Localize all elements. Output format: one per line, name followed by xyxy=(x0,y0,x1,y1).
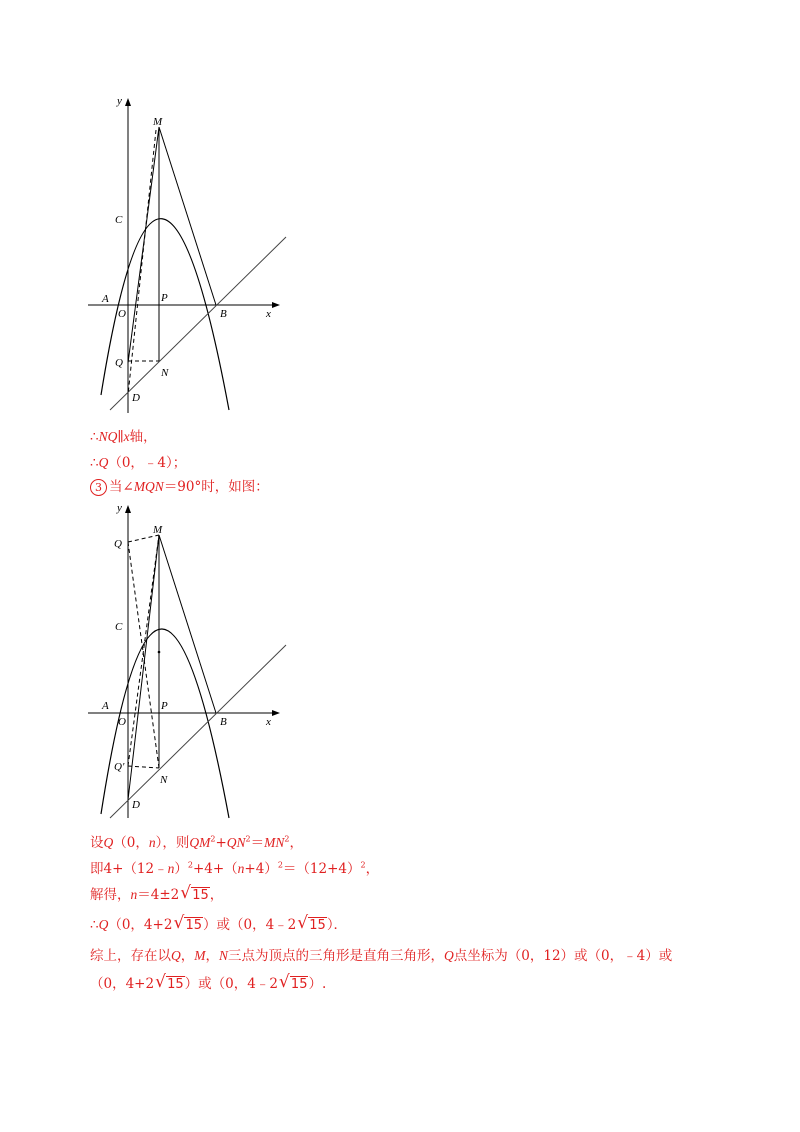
exp-2: 2 xyxy=(210,834,216,844)
label-o: O xyxy=(118,308,126,320)
var-q: Q xyxy=(171,948,181,963)
equals-sign: ＝ xyxy=(250,835,265,851)
label-n: N xyxy=(160,774,168,786)
line-equation xyxy=(90,857,379,877)
label-c: C xyxy=(115,621,123,633)
radicand: 15 xyxy=(167,977,184,992)
var-q: Q xyxy=(444,948,454,963)
therefore-symbol: ∴ xyxy=(90,429,99,445)
exp-2: 2 xyxy=(284,834,290,844)
var-n: n xyxy=(130,887,138,902)
segment-md-dashed xyxy=(128,130,156,395)
sqrt-15 xyxy=(173,917,203,933)
radicand: 15 xyxy=(309,918,326,933)
line-case-3 xyxy=(90,475,269,496)
radicand: 15 xyxy=(192,888,209,903)
text-paren: （0， xyxy=(113,835,149,851)
label-c: C xyxy=(115,214,123,226)
label-q-prime: Q' xyxy=(114,761,125,773)
exp-2: 2 xyxy=(360,860,366,870)
radicand: 15 xyxy=(290,977,308,992)
label-x: x xyxy=(266,308,271,320)
text-sum-a: 综上，存在以 xyxy=(90,948,171,964)
text-cont-a: （0，4+2 xyxy=(90,976,155,992)
label-a: A xyxy=(102,293,109,305)
var-n: n xyxy=(167,861,175,876)
therefore-symbol: ∴ xyxy=(90,917,99,933)
label-p: P xyxy=(161,700,168,712)
var-q: Q xyxy=(98,917,109,932)
plus-sign: + xyxy=(215,835,227,851)
comma: ， xyxy=(365,861,380,877)
label-d: D xyxy=(132,392,140,404)
axis-word: 轴， xyxy=(129,429,157,445)
text-set: 设 xyxy=(90,835,104,851)
exp-2: 2 xyxy=(187,860,193,870)
text-then: ），则 xyxy=(155,835,190,851)
line-summary xyxy=(90,944,672,964)
var-x: x xyxy=(123,429,130,444)
comma: ， xyxy=(209,887,224,903)
line-solve xyxy=(90,883,223,903)
var-nq: NQ xyxy=(98,429,118,444)
q-coordinate: （0，﹣4）； xyxy=(108,455,187,471)
text-eq-d: +4） xyxy=(244,861,278,877)
text-sol-c: ）或（0，4﹣2 xyxy=(202,917,297,933)
label-b: B xyxy=(220,716,227,728)
line-nq-parallel xyxy=(90,425,157,445)
midpoint-dot xyxy=(158,651,161,654)
text-eq-b: ） xyxy=(174,861,188,877)
y-axis-arrow xyxy=(125,505,131,513)
comma: ， xyxy=(289,835,303,851)
label-p: P xyxy=(161,292,168,304)
label-m: M xyxy=(153,116,163,128)
label-x: x xyxy=(266,716,271,728)
text-sol-b: （0，4+2 xyxy=(108,917,173,933)
comma: ， xyxy=(180,948,195,964)
var-qm: QM xyxy=(189,835,211,850)
sqrt-15 xyxy=(180,887,210,903)
var-n: n xyxy=(237,861,245,876)
line-bd xyxy=(110,237,286,410)
text-eq-c: +4+（ xyxy=(192,861,238,877)
parallel-symbol: ∥ xyxy=(117,429,124,445)
text-eq-e: ＝（12+4） xyxy=(282,861,361,877)
sqrt-15 xyxy=(155,976,185,992)
exp-2: 2 xyxy=(277,860,283,870)
label-o: O xyxy=(118,716,126,728)
sqrt-15 xyxy=(297,917,327,933)
label-b: B xyxy=(220,308,227,320)
circled-number: 3 xyxy=(90,479,107,496)
segment-q2n xyxy=(128,766,159,768)
label-a: A xyxy=(102,700,109,712)
period: ）. xyxy=(308,976,327,992)
text-solve-b: ＝4±2 xyxy=(137,887,180,903)
segment-mb xyxy=(159,127,216,305)
label-n: N xyxy=(161,367,169,379)
case-suffix: ＝90°时，如图： xyxy=(163,479,269,495)
line-set-q xyxy=(90,831,303,851)
x-axis-arrow xyxy=(272,710,280,716)
line-q-coord xyxy=(90,451,186,471)
period: ）． xyxy=(326,917,348,933)
case-prefix: 当∠ xyxy=(109,479,134,495)
var-n-point: N xyxy=(219,948,229,963)
var-n: n xyxy=(148,835,156,850)
label-d: D xyxy=(132,799,140,811)
label-y: y xyxy=(117,502,122,514)
text-solve: 解得， xyxy=(90,887,131,903)
var-m: M xyxy=(194,948,206,963)
radicand: 15 xyxy=(185,918,202,933)
parabola-diagram-2 xyxy=(88,502,288,820)
parabola-diagram-1 xyxy=(88,95,288,415)
comma: ， xyxy=(205,948,219,964)
x-axis-arrow xyxy=(272,302,280,308)
var-mn: MN xyxy=(264,835,285,850)
var-q: Q xyxy=(103,835,114,850)
segment-md xyxy=(128,535,159,800)
line-summary-cont xyxy=(90,972,326,992)
label-m: M xyxy=(153,524,163,536)
label-q: Q xyxy=(115,357,123,369)
therefore-symbol: ∴ xyxy=(90,455,99,471)
var-qn: QN xyxy=(226,835,246,850)
exp-2: 2 xyxy=(245,834,251,844)
var-q: Q xyxy=(98,455,109,470)
segment-qm-top xyxy=(128,535,159,542)
figure-2 xyxy=(88,502,288,820)
text-cont-b: ）或（0，4﹣2 xyxy=(184,976,278,992)
text-eq-a: 即4+（12﹣ xyxy=(90,861,168,877)
text-sum-d: 三点为顶点的三角形是直角三角形， xyxy=(228,948,445,964)
label-y: y xyxy=(117,95,122,107)
line-q-solutions xyxy=(90,913,347,933)
label-q: Q xyxy=(114,538,122,550)
y-axis-arrow xyxy=(125,98,131,106)
var-mqn: MQN xyxy=(133,479,164,494)
segment-mb xyxy=(159,535,216,713)
text-sum-e: 点坐标为（0，12）或（0，﹣4）或 xyxy=(453,948,673,964)
sqrt-15 xyxy=(279,976,309,992)
figure-1 xyxy=(88,95,288,415)
